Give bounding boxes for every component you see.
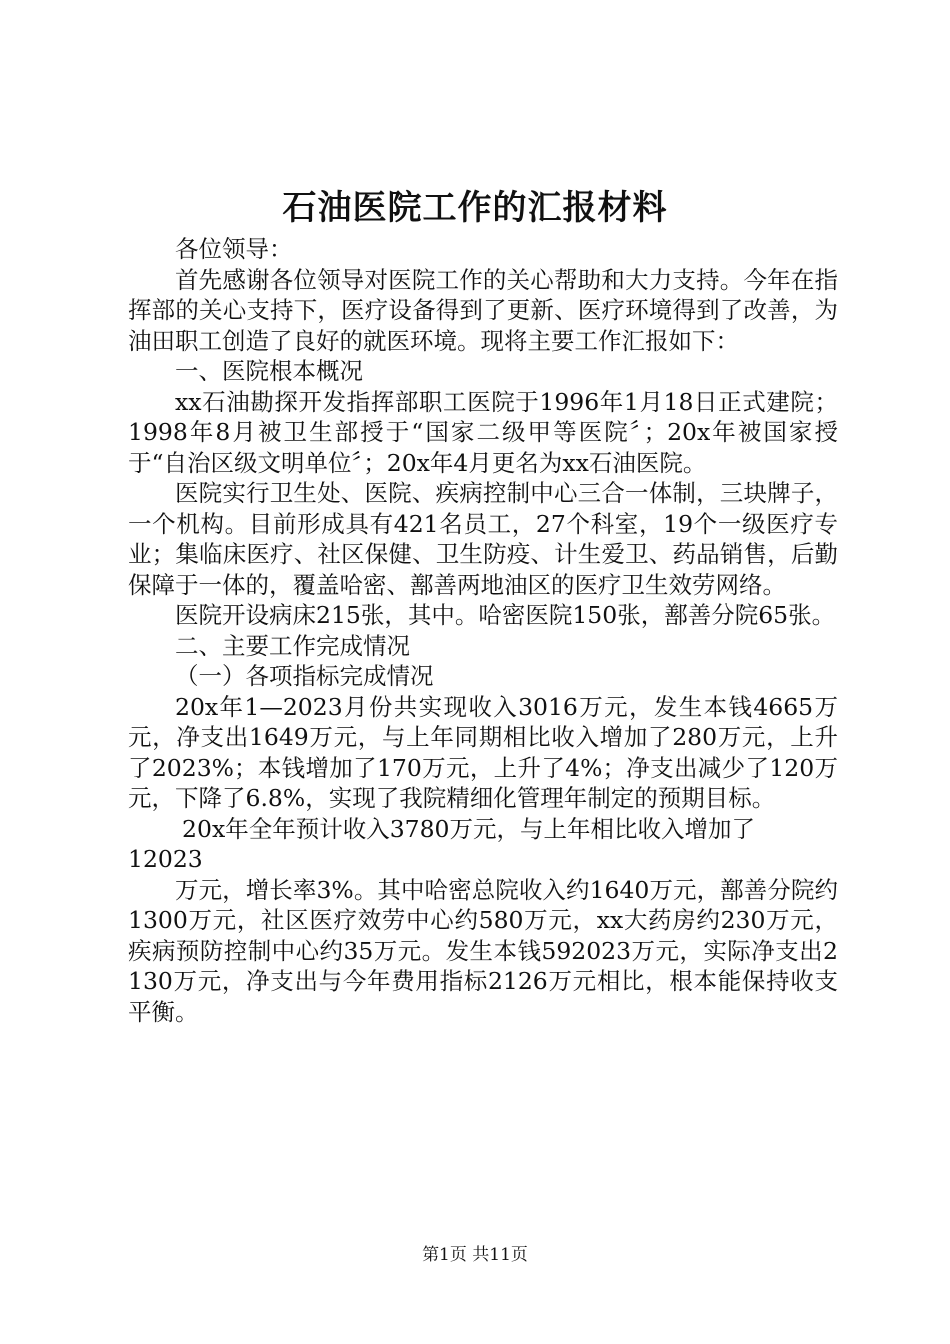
paragraph-increase-amount: 12023 [128, 845, 203, 873]
document-body [128, 234, 838, 1027]
page-footer: 第1页 共11页 [422, 1245, 528, 1265]
paragraph-annual-forecast: 20x年全年预计收入3780万元，与上年相比收入增加了 [182, 814, 756, 843]
section-heading-overview: 一、医院根本概况 [175, 357, 363, 385]
paragraph-revenue-breakdown: 万元，增长率3%。其中哈密总院收入约1640万元，鄯善分院约1300万元，社区医疗效劳中心约580万元，xx大药房约230万元，疾病预防控制中心约35万元。发生本钱592023万元，实际净支出2130万元，净支出与今年费用指标2126万元相比，根本能保持收支平衡。 [128, 875, 838, 1026]
document-title: 石油医院工作的汇报材料 [282, 188, 668, 228]
paragraph-beds: 医院开设病床215张，其中。哈密医院150张，鄯善分院65张。 [175, 601, 836, 629]
paragraph-revenue-period: 20x年1—2023月份共实现收入3016万元，发生本钱4665万元，净支出1649万元，与上年同期相比收入增加了280万元，上升了2023%；本钱增加了170万元，上升了4%；净支出减少了120万元，下降了6.8%，实现了我院精细化管理年制定的预期目标。 [128, 692, 838, 812]
subsection-heading-indicators: （一）各项指标完成情况 [175, 662, 434, 690]
salutation: 各位领导： [175, 235, 293, 263]
paragraph-history: xx石油勘探开发指挥部职工医院于1996年1月18日正式建院；1998年8月被卫生部授于“国家二级甲等医院〞；20x年被国家授于“自治区级文明单位〞；20x年4月更名为xx石油医院。 [128, 387, 838, 477]
section-heading-work: 二、主要工作完成情况 [175, 631, 410, 660]
paragraph-structure: 医院实行卫生处、医院、疾病控制中心三合一体制，三块牌子，一个机构。目前形成具有421名员工，27个科室，19个一级医疗专业；集临床医疗、社区保健、卫生防疫、计生爱卫、药品销售，后勤保障于一体的，覆盖哈密、鄯善两地油区的医疗卫生效劳网络。 [128, 479, 838, 599]
paragraph-intro: 首先感谢各位领导对医院工作的关心帮助和大力支持。今年在指挥部的关心支持下，医疗设备得到了更新、医疗环境得到了改善，为油田职工创造了良好的就医环境。现将主要工作汇报如下： [128, 265, 838, 355]
